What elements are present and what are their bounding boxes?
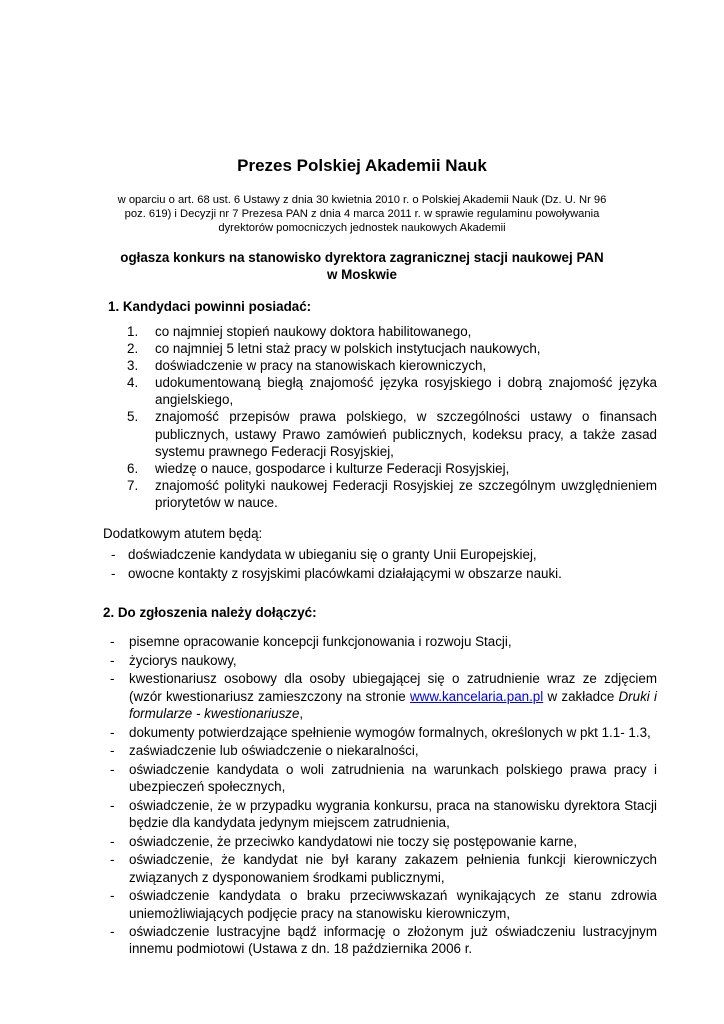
list-item — [110, 797, 657, 831]
requirements-list — [127, 323, 657, 511]
item-text: co najmniej stopień naukowy doktora habilitowanego, — [155, 324, 472, 339]
dash-bullet: - — [110, 797, 115, 813]
dash-bullet: - — [111, 565, 116, 581]
item-text: dokumenty potwierdzające spełnienie wymogów formalnych, określonych w pkt 1.1- 1.3, — [129, 724, 651, 740]
dash-bullet: - — [110, 671, 115, 687]
dash-bullet: - — [110, 888, 115, 904]
list-item — [110, 652, 657, 669]
list-item — [110, 851, 657, 885]
item-number: 6. — [127, 460, 139, 476]
list-item — [110, 670, 657, 722]
list-item — [127, 477, 657, 511]
legal-basis-line: poz. 619) i Decyzji nr 7 Prezesa PAN z dnia 4 marca 2011 r. w sprawie regulaminu powoływania — [124, 208, 600, 220]
kancelaria-link[interactable]: www.kancelaria.pan.pl — [410, 688, 544, 704]
item-text: w zakładce — [543, 688, 619, 704]
item-number: 3. — [127, 358, 139, 374]
list-item — [127, 323, 657, 340]
list-item — [110, 887, 657, 921]
list-item — [127, 340, 657, 357]
list-item — [110, 761, 657, 795]
section2-heading: 2. Do zgłoszenia należy dołączyć: — [103, 605, 317, 620]
item-text: oświadczenie, że kandydat nie był karany zakazem pełnienia funkcji kierowniczych związanych z dysponowaniem środkami publicznymi, — [129, 852, 657, 885]
list-item — [127, 374, 657, 408]
list-item — [110, 633, 657, 650]
item-text: doświadczenie w pracy na stanowiskach kierowniczych, — [155, 358, 487, 374]
item-text: oświadczenie kandydata o woli zatrudnienia na warunkach polskiego prawa pracy i ubezpieczeń społecznych, — [129, 761, 657, 795]
item-text: doświadczenie kandydata w ubieganiu się o granty Unii Europejskiej, — [128, 547, 537, 562]
item-text: oświadczenie lustracyjne bądź informację o złożonym już oświadczeniu lustracyjnym innemu podmiotowi (Ustawa z dn. 18 października 2006 r. — [129, 924, 657, 957]
legal-basis — [100, 193, 624, 235]
item-text: życiorys naukowy, — [129, 652, 237, 668]
list-item — [110, 742, 657, 759]
item-text: oświadczenie, że przeciwko kandydatowi nie toczy się postępowanie karne, — [129, 833, 578, 849]
extra-assets-list — [111, 546, 671, 583]
dash-bullet: - — [110, 761, 115, 777]
item-text: kwestionariusz osobowy dla osoby ubiegającej się o zatrudnienie wraz ze zdjęciem (wzór kwestionariusz zamieszczony na stronie — [129, 671, 657, 704]
item-number: 7. — [127, 477, 139, 493]
dash-bullet: - — [110, 852, 115, 868]
dash-bullet: - — [110, 634, 115, 649]
attachments-list — [110, 633, 657, 958]
section1-heading: 1. Kandydaci powinni posiadać: — [108, 299, 312, 314]
legal-basis-line: dyrektorów pomocniczych jednostek naukowych Akademii — [218, 222, 506, 234]
item-text: pisemne opracowanie koncepcji funkcjonowania i rozwoju Stacji, — [129, 634, 512, 649]
item-text: , — [299, 705, 304, 721]
item-text: co najmniej 5 letni staż pracy w polskich instytucjach naukowych, — [155, 341, 541, 357]
legal-basis-line: w oparciu o art. 68 ust. 6 Ustawy z dnia 30 kwietnia 2010 r. o Polskiej Akademii Nauk (Dz. U. Nr 96 — [117, 194, 607, 206]
item-text: udokumentowaną biegłą znajomość języka rosyjskiego i dobrą znajomość języka angielskiego, — [155, 375, 657, 408]
list-item — [110, 833, 657, 850]
item-text-italic: Druki i formularze - kwestionariusze — [129, 688, 657, 721]
item-text: znajomość polityki naukowej Federacji Rosyjskiej ze szczególnym uwzględnieniem priorytetów w nauce. — [155, 477, 657, 510]
announcement-line: ogłasza konkurs na stanowisko dyrektora zagranicznej stacji naukowej PAN — [120, 250, 604, 265]
announcement-line: w Moskwie — [327, 267, 397, 282]
list-item — [127, 357, 657, 374]
dash-bullet: - — [110, 724, 115, 740]
dash-bullet: - — [110, 833, 115, 849]
item-text: owocne kontakty z rosyjskimi placówkami działającymi w obszarze nauki. — [128, 565, 562, 581]
list-item — [111, 565, 671, 584]
list-item — [111, 546, 671, 565]
item-text: oświadczenie, że w przypadku wygrania konkursu, praca na stanowisku dyrektora Stacji będzie dla kandydata jedynym miejscem zatrudnienia, — [129, 797, 657, 831]
dash-bullet: - — [110, 743, 115, 759]
item-number: 1. — [127, 324, 139, 339]
list-item — [127, 460, 657, 477]
dash-bullet: - — [110, 924, 115, 940]
item-number: 2. — [127, 341, 139, 357]
item-text: zaświadczenie lub oświadczenie o niekaralności, — [129, 743, 419, 759]
announcement — [90, 249, 634, 283]
list-item — [127, 408, 657, 459]
extra-assets-intro: Dodatkowym atutem będą: — [103, 526, 263, 541]
item-text: oświadczenie kandydata o braku przeciwwskazań wynikających ze stanu zdrowia uniemożliwiających podjęcie pracy na stanowisku kierowniczym, — [129, 888, 657, 921]
item-number: 5. — [127, 409, 139, 425]
list-item — [110, 923, 657, 957]
list-item — [110, 724, 657, 741]
item-text: wiedzę o nauce, gospodarce i kulturze Federacji Rosyjskiej, — [155, 460, 510, 476]
item-number: 4. — [127, 375, 139, 391]
item-text: znajomość przepisów prawa polskiego, w szczególności ustawy o finansach publicznych, ustawy Prawo zamówień publicznych, kodeksu pracy, a także zasad systemu prawnego Federacji Rosyjskiej, — [155, 409, 657, 459]
dash-bullet: - — [110, 652, 115, 668]
dash-bullet: - — [111, 547, 116, 562]
page-title: Prezes Polskiej Akademii Nauk — [237, 156, 487, 175]
